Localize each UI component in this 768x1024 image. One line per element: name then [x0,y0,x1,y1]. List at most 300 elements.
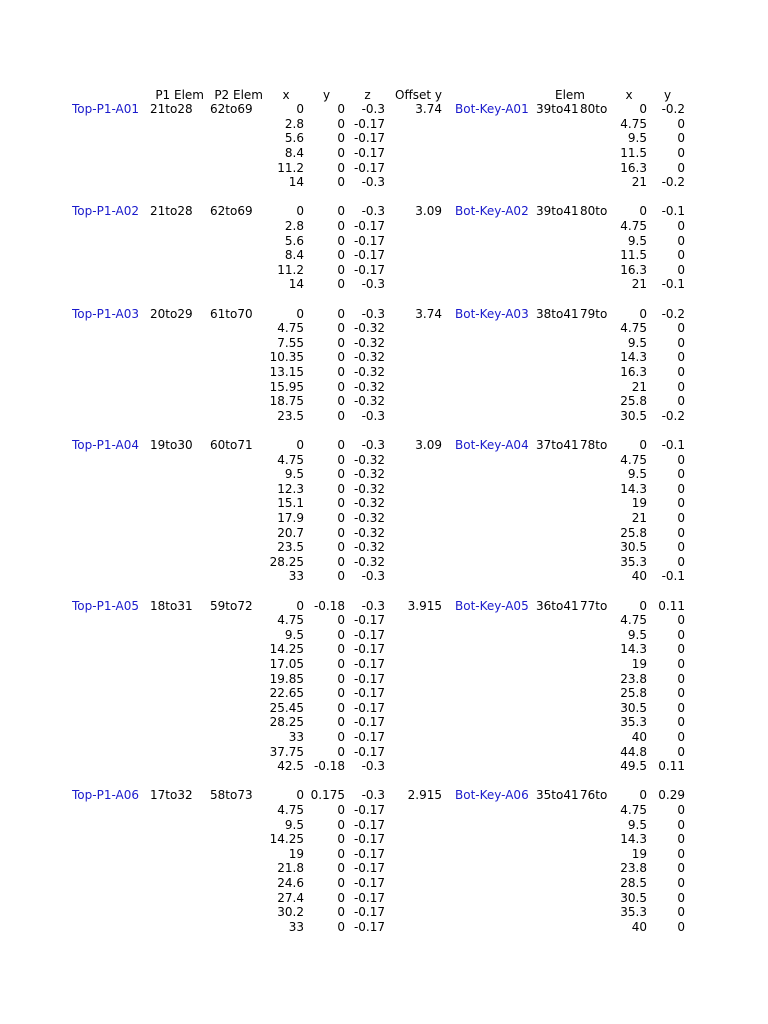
top-y-cell: 0 [337,890,345,905]
bot-x-cell: 9.5 [627,335,647,350]
top-z-cell: -0.3 [361,598,385,613]
bot-x-cell: 21 [631,277,647,292]
p2-elem-range: 59to72 [210,598,253,613]
bot-y-cell: 0 [677,832,685,847]
bot-x-cell: 35.3 [620,715,647,730]
top-y-cell: 0 [337,350,345,365]
top-z-cell: -0.17 [353,218,385,233]
top-y-cell: -0.18 [313,759,345,774]
top-x-cell: 23.5 [277,408,304,423]
bot-x-cell: 16.3 [620,364,647,379]
top-z-cell: -0.17 [353,802,385,817]
top-z-cell: -0.32 [353,496,385,511]
top-element-link[interactable]: Top-P1-A03 [72,306,139,321]
bot-y-cell: 0 [677,394,685,409]
top-z-cell: -0.17 [353,145,385,160]
bot-p2-elem-range: 76to [580,788,608,803]
offset-y-value: 3.74 [415,102,442,117]
bot-x-cell: 21 [631,175,647,190]
top-y-cell: 0 [337,452,345,467]
top-x-cell: 14 [288,277,304,292]
top-y-cell: 0 [337,175,345,190]
top-x-cell: 24.6 [277,875,304,890]
top-z-cell: -0.17 [353,627,385,642]
top-y-cell: 0 [337,905,345,920]
bot-y-cell: 0 [677,875,685,890]
bot-y-cell: 0 [677,525,685,540]
bot-p1-elem-range: 36to41 [536,598,579,613]
bot-y-cell: 0 [677,627,685,642]
bot-y-cell: 0 [677,715,685,730]
top-z-cell: -0.17 [353,875,385,890]
bot-x-cell: 9.5 [627,817,647,832]
bot-y-cell: 0.11 [658,598,685,613]
top-z-cell: -0.32 [353,452,385,467]
top-y-cell: 0.175 [310,788,345,803]
top-x-cell: 13.15 [269,364,304,379]
top-z-cell: -0.3 [361,204,385,219]
top-y-cell: -0.18 [313,598,345,613]
bot-y-cell: -0.2 [661,175,685,190]
bot-p2-elem-range: 79to [580,306,608,321]
top-y-cell: 0 [337,627,345,642]
top-x-cell: 5.6 [284,233,304,248]
bot-y-cell: 0 [677,642,685,657]
bot-x-cell: 14.3 [620,832,647,847]
top-y-cell: 0 [337,262,345,277]
top-z-cell: -0.17 [353,262,385,277]
top-x-cell: 14 [288,175,304,190]
top-z-cell: -0.17 [353,905,385,920]
bot-x-cell: 4.75 [620,802,647,817]
bot-y-cell: 0 [677,335,685,350]
bot-y-cell: 0 [677,700,685,715]
bot-y-cell: 0 [677,744,685,759]
header-p2-elem: P2 Elem [214,87,263,102]
top-y-cell: 0 [337,218,345,233]
bot-y-cell: 0 [677,145,685,160]
top-z-cell: -0.17 [353,642,385,657]
bot-x-cell: 9.5 [627,467,647,482]
top-z-cell: -0.32 [353,525,385,540]
top-x-cell: 0 [296,306,304,321]
top-element-link[interactable]: Top-P1-A04 [72,437,139,452]
top-x-cell: 11.2 [277,262,304,277]
top-z-cell: -0.32 [353,394,385,409]
top-x-cell: 21.8 [277,861,304,876]
bot-x-cell: 11.5 [620,145,647,160]
bot-x-cell: 40 [631,569,647,584]
top-x-cell: 22.65 [269,686,304,701]
top-x-cell: 0 [296,598,304,613]
top-y-cell: 0 [337,102,345,117]
bot-y-cell: 0.11 [658,759,685,774]
top-z-cell: -0.17 [353,919,385,934]
top-z-cell: -0.3 [361,408,385,423]
bot-x-cell: 19 [631,496,647,511]
bot-y-cell: 0 [677,262,685,277]
top-y-cell: 0 [337,642,345,657]
bot-y-cell: 0 [677,481,685,496]
bot-y-cell: -0.1 [661,204,685,219]
p2-elem-range: 61to70 [210,306,253,321]
bot-x-cell: 23.8 [620,671,647,686]
bot-x-cell: 4.75 [620,218,647,233]
bot-y-cell: 0 [677,248,685,263]
top-z-cell: -0.17 [353,248,385,263]
bot-y-cell: -0.2 [661,306,685,321]
bot-x-cell: 25.8 [620,525,647,540]
top-z-cell: -0.17 [353,613,385,628]
top-x-cell: 4.75 [277,321,304,336]
bot-y-cell: 0 [677,890,685,905]
bot-p1-elem-range: 39to41 [536,204,579,219]
top-x-cell: 15.95 [269,379,304,394]
top-x-cell: 8.4 [284,248,304,263]
bot-y-cell: 0 [677,116,685,131]
top-y-cell: 0 [337,379,345,394]
top-x-cell: 9.5 [284,817,304,832]
bottom-element-link[interactable]: Bot-Key-A02 [455,204,529,219]
offset-y-value: 3.915 [407,598,442,613]
top-y-cell: 0 [337,919,345,934]
top-y-cell: 0 [337,204,345,219]
p2-elem-range: 60to71 [210,437,253,452]
bot-x-cell: 14.3 [620,642,647,657]
top-x-cell: 28.25 [269,715,304,730]
top-element-link[interactable]: Top-P1-A02 [72,204,139,219]
top-y-cell: 0 [337,131,345,146]
top-x-cell: 4.75 [277,613,304,628]
bot-x-cell: 44.8 [620,744,647,759]
top-z-cell: -0.17 [353,160,385,175]
bot-y-cell: 0 [677,686,685,701]
top-x-cell: 19 [288,846,304,861]
top-y-cell: 0 [337,321,345,336]
top-y-cell: 0 [337,248,345,263]
top-z-cell: -0.3 [361,102,385,117]
bot-x-cell: 11.5 [620,248,647,263]
top-z-cell: -0.17 [353,686,385,701]
top-y-cell: 0 [337,569,345,584]
bot-y-cell: 0 [677,233,685,248]
offset-y-value: 3.74 [415,306,442,321]
p1-elem-range: 17to32 [150,788,193,803]
top-x-cell: 19.85 [269,671,304,686]
bot-x-cell: 0 [639,204,647,219]
top-y-cell: 0 [337,744,345,759]
top-y-cell: 0 [337,671,345,686]
top-y-cell: 0 [337,510,345,525]
bot-x-cell: 0 [639,598,647,613]
bot-y-cell: 0 [677,364,685,379]
top-z-cell: -0.32 [353,554,385,569]
header-offset-y: Offset y [395,87,442,102]
bot-x-cell: 14.3 [620,350,647,365]
bot-y-cell: -0.1 [661,437,685,452]
bot-x-cell: 4.75 [620,452,647,467]
bot-y-cell: 0 [677,467,685,482]
bot-x-cell: 9.5 [627,233,647,248]
bot-y-cell: 0 [677,510,685,525]
bot-x-cell: 21 [631,379,647,394]
top-z-cell: -0.17 [353,131,385,146]
bot-y-cell: 0 [677,802,685,817]
bot-x-cell: 25.8 [620,686,647,701]
bot-y-cell: 0 [677,554,685,569]
header-z: z [364,87,371,102]
bot-p2-elem-range: 80to [580,102,608,117]
offset-y-value: 3.09 [415,437,442,452]
bot-x-cell: 49.5 [620,759,647,774]
bot-y-cell: 0 [677,861,685,876]
top-x-cell: 20.7 [277,525,304,540]
bot-x-cell: 25.8 [620,394,647,409]
top-z-cell: -0.17 [353,700,385,715]
top-x-cell: 17.9 [277,510,304,525]
header-x: x [282,87,290,102]
bot-y-cell: 0 [677,218,685,233]
top-y-cell: 0 [337,729,345,744]
bottom-element-link[interactable]: Bot-Key-A06 [455,788,529,803]
top-y-cell: 0 [337,467,345,482]
bot-y-cell: 0 [677,321,685,336]
top-x-cell: 15.1 [277,496,304,511]
bot-y-cell: 0 [677,905,685,920]
top-x-cell: 17.05 [269,656,304,671]
bot-x-cell: 28.5 [620,875,647,890]
p1-elem-range: 20to29 [150,306,193,321]
top-z-cell: -0.17 [353,846,385,861]
top-y-cell: 0 [337,554,345,569]
bottom-element-link[interactable]: Bot-Key-A03 [455,306,529,321]
top-x-cell: 23.5 [277,540,304,555]
top-z-cell: -0.3 [361,569,385,584]
bot-y-cell: 0 [677,452,685,467]
top-y-cell: 0 [337,656,345,671]
bot-y-cell: 0 [677,540,685,555]
bottom-element-link[interactable]: Bot-Key-A05 [455,598,529,613]
top-z-cell: -0.32 [353,335,385,350]
top-y-cell: 0 [337,875,345,890]
bot-y-cell: 0.29 [658,788,685,803]
top-z-cell: -0.17 [353,715,385,730]
top-y-cell: 0 [337,700,345,715]
top-z-cell: -0.32 [353,510,385,525]
bot-p2-elem-range: 80to [580,204,608,219]
top-x-cell: 4.75 [277,802,304,817]
top-x-cell: 33 [288,919,304,934]
top-y-cell: 0 [337,686,345,701]
bot-p1-elem-range: 35to41 [536,788,579,803]
top-x-cell: 30.2 [277,905,304,920]
top-element-link[interactable]: Top-P1-A05 [72,598,139,613]
header-p1-elem: P1 Elem [155,87,204,102]
bot-y-cell: 0 [677,160,685,175]
header-y: y [322,87,331,102]
top-z-cell: -0.32 [353,379,385,394]
top-z-cell: -0.3 [361,788,385,803]
bot-x-cell: 0 [639,437,647,452]
header-bot-y: y [663,87,672,102]
top-y-cell: 0 [337,496,345,511]
top-z-cell: -0.32 [353,364,385,379]
top-z-cell: -0.32 [353,540,385,555]
bot-p1-elem-range: 38to41 [536,306,579,321]
bot-x-cell: 35.3 [620,905,647,920]
bot-y-cell: 0 [677,350,685,365]
top-y-cell: 0 [337,832,345,847]
top-y-cell: 0 [337,525,345,540]
p1-elem-range: 21to28 [150,204,193,219]
top-x-cell: 9.5 [284,467,304,482]
top-z-cell: -0.17 [353,744,385,759]
bot-x-cell: 19 [631,846,647,861]
top-y-cell: 0 [337,394,345,409]
top-y-cell: 0 [337,306,345,321]
top-y-cell: 0 [337,802,345,817]
top-x-cell: 12.3 [277,481,304,496]
top-y-cell: 0 [337,116,345,131]
offset-y-value: 3.09 [415,204,442,219]
bot-x-cell: 0 [639,102,647,117]
bot-y-cell: 0 [677,496,685,511]
p1-elem-range: 18to31 [150,598,193,613]
bot-y-cell: -0.1 [661,569,685,584]
top-x-cell: 25.45 [269,700,304,715]
bot-y-cell: 0 [677,131,685,146]
top-x-cell: 0 [296,204,304,219]
top-x-cell: 5.6 [284,131,304,146]
bot-x-cell: 0 [639,306,647,321]
bot-p2-elem-range: 78to [580,437,608,452]
bot-p1-elem-range: 37to41 [536,437,579,452]
top-z-cell: -0.17 [353,861,385,876]
top-x-cell: 10.35 [269,350,304,365]
top-x-cell: 4.75 [277,452,304,467]
top-x-cell: 9.5 [284,627,304,642]
top-z-cell: -0.17 [353,671,385,686]
offset-y-value: 2.915 [407,788,442,803]
top-z-cell: -0.17 [353,817,385,832]
bot-x-cell: 30.5 [620,408,647,423]
top-z-cell: -0.17 [353,729,385,744]
top-z-cell: -0.17 [353,116,385,131]
header-elem: Elem [555,87,585,102]
bot-x-cell: 30.5 [620,540,647,555]
top-x-cell: 2.8 [284,218,304,233]
top-z-cell: -0.32 [353,481,385,496]
top-x-cell: 8.4 [284,145,304,160]
bot-y-cell: -0.1 [661,277,685,292]
bot-x-cell: 40 [631,729,647,744]
top-x-cell: 0 [296,437,304,452]
top-x-cell: 0 [296,788,304,803]
top-y-cell: 0 [337,335,345,350]
bot-x-cell: 4.75 [620,613,647,628]
bot-y-cell: 0 [677,656,685,671]
bot-x-cell: 0 [639,788,647,803]
top-z-cell: -0.3 [361,306,385,321]
top-z-cell: -0.32 [353,467,385,482]
bot-x-cell: 40 [631,919,647,934]
bot-p1-elem-range: 39to41 [536,102,579,117]
top-element-link[interactable]: Top-P1-A01 [72,102,139,117]
top-z-cell: -0.3 [361,175,385,190]
top-y-cell: 0 [337,233,345,248]
bot-y-cell: 0 [677,919,685,934]
bot-x-cell: 9.5 [627,131,647,146]
bot-p2-elem-range: 77to [580,598,608,613]
top-z-cell: -0.17 [353,832,385,847]
top-x-cell: 14.25 [269,832,304,847]
top-z-cell: -0.3 [361,759,385,774]
bot-y-cell: 0 [677,613,685,628]
p2-elem-range: 58to73 [210,788,253,803]
top-y-cell: 0 [337,861,345,876]
top-y-cell: 0 [337,540,345,555]
bot-x-cell: 16.3 [620,262,647,277]
top-y-cell: 0 [337,408,345,423]
top-x-cell: 14.25 [269,642,304,657]
top-z-cell: -0.3 [361,437,385,452]
top-x-cell: 42.5 [277,759,304,774]
p1-elem-range: 21to28 [150,102,193,117]
top-x-cell: 37.75 [269,744,304,759]
bot-x-cell: 14.3 [620,481,647,496]
p2-elem-range: 62to69 [210,102,253,117]
top-y-cell: 0 [337,160,345,175]
top-z-cell: -0.32 [353,321,385,336]
top-x-cell: 2.8 [284,116,304,131]
p1-elem-range: 19to30 [150,437,193,452]
top-z-cell: -0.17 [353,656,385,671]
top-x-cell: 33 [288,569,304,584]
top-x-cell: 28.25 [269,554,304,569]
bot-x-cell: 35.3 [620,554,647,569]
top-z-cell: -0.17 [353,233,385,248]
bot-x-cell: 4.75 [620,116,647,131]
top-x-cell: 33 [288,729,304,744]
top-z-cell: -0.17 [353,890,385,905]
top-y-cell: 0 [337,277,345,292]
top-x-cell: 0 [296,102,304,117]
top-y-cell: 0 [337,613,345,628]
bot-x-cell: 23.8 [620,861,647,876]
top-element-link[interactable]: Top-P1-A06 [72,788,139,803]
bottom-element-link[interactable]: Bot-Key-A01 [455,102,529,117]
header-bot-x: x [625,87,633,102]
top-y-cell: 0 [337,817,345,832]
bot-y-cell: 0 [677,379,685,394]
bot-x-cell: 30.5 [620,700,647,715]
top-y-cell: 0 [337,364,345,379]
bot-x-cell: 16.3 [620,160,647,175]
top-y-cell: 0 [337,715,345,730]
top-x-cell: 27.4 [277,890,304,905]
bot-y-cell: -0.2 [661,102,685,117]
bot-y-cell: -0.2 [661,408,685,423]
top-y-cell: 0 [337,481,345,496]
top-y-cell: 0 [337,846,345,861]
bot-x-cell: 4.75 [620,321,647,336]
bot-x-cell: 19 [631,656,647,671]
bot-y-cell: 0 [677,729,685,744]
bot-x-cell: 21 [631,510,647,525]
bot-x-cell: 9.5 [627,627,647,642]
bottom-element-link[interactable]: Bot-Key-A04 [455,437,529,452]
bot-y-cell: 0 [677,671,685,686]
